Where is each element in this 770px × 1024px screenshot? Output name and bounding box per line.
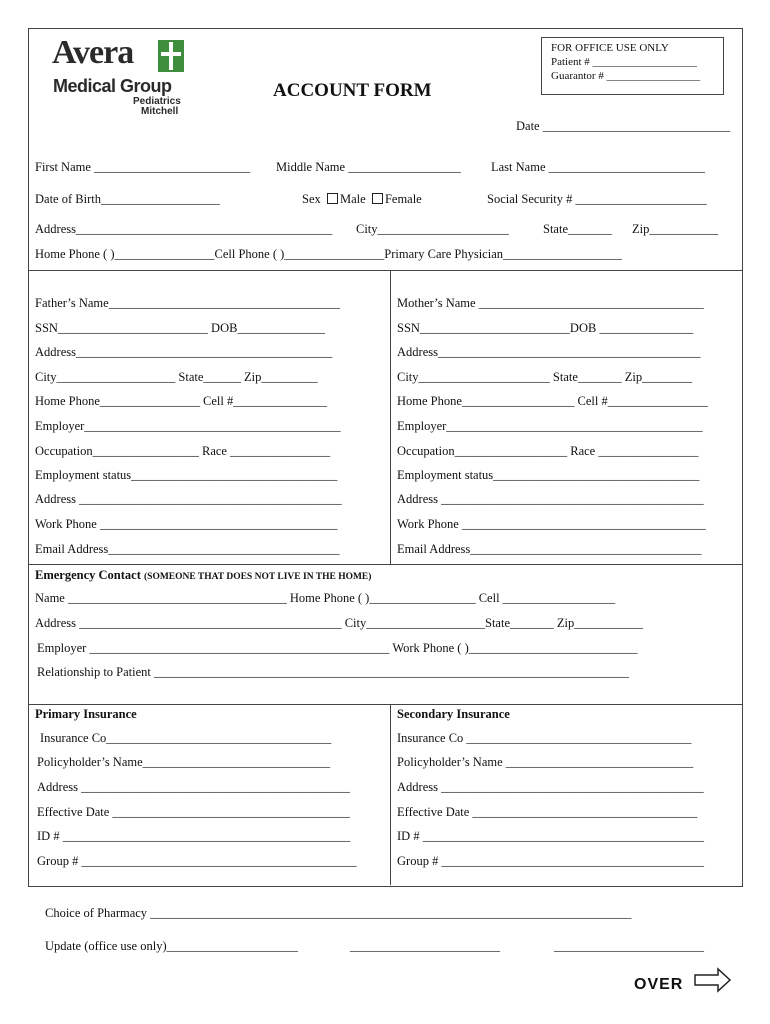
secondary-insurance-co-field[interactable]: Insurance Co ____________________________________ xyxy=(397,731,692,745)
last-name-field[interactable]: Last Name _________________________ xyxy=(491,160,705,174)
emergency-address-row[interactable]: Address __________________________________________ City___________________State_______ Zip___________ xyxy=(35,616,643,630)
office-patient-field[interactable]: Patient # ___________________ xyxy=(551,56,698,68)
over-label: OVER xyxy=(634,976,684,993)
mother-ssn-field[interactable]: SSN________________________DOB _______________ xyxy=(397,321,694,335)
logo-line2: Medical Group xyxy=(53,76,172,96)
emergency-name-row[interactable]: Name ___________________________________ Home Phone ( )_________________ Cell __________________ xyxy=(35,591,616,605)
father-phone-field[interactable]: Home Phone________________ Cell #_______________ xyxy=(35,394,328,408)
mother-phone-field[interactable]: Home Phone__________________ Cell #________________ xyxy=(397,394,708,408)
logo-brand: Avera xyxy=(52,34,134,71)
primary-group-field[interactable]: Group # ____________________________________________ xyxy=(37,854,357,868)
ssn-field[interactable]: Social Security # _____________________ xyxy=(487,192,707,206)
logo-line4: Mitchell xyxy=(141,106,179,117)
father-name-field[interactable]: Father’s Name_____________________________________ xyxy=(35,296,340,310)
emergency-heading xyxy=(35,568,371,583)
avera-logo xyxy=(52,34,133,72)
divider xyxy=(28,564,742,565)
father-employment-field[interactable]: Employment status_________________________________ xyxy=(35,468,338,482)
mother-work-phone-field[interactable]: Work Phone _______________________________________ xyxy=(397,517,706,531)
sex-label: Sex xyxy=(302,192,321,206)
emergency-relationship-row[interactable]: Relationship to Patient ____________________________________________________________________________ xyxy=(37,665,630,679)
female-label: Female xyxy=(384,192,422,206)
female-checkbox[interactable] xyxy=(372,193,383,204)
mother-email-field[interactable]: Email Address_____________________________________ xyxy=(397,542,702,556)
mother-city-field[interactable]: City_____________________ State_______ Zip________ xyxy=(397,370,693,384)
mother-employer-field[interactable]: Employer_________________________________________ xyxy=(397,419,703,433)
middle-name-field[interactable]: Middle Name __________________ xyxy=(276,160,461,174)
city-field[interactable]: City_____________________ xyxy=(356,222,509,236)
secondary-effective-date-field[interactable]: Effective Date ____________________________________ xyxy=(397,805,698,819)
secondary-policyholder-field[interactable]: Policyholder’s Name ______________________________ xyxy=(397,755,694,769)
first-name-field[interactable]: First Name _________________________ xyxy=(35,160,251,174)
dob-field[interactable]: Date of Birth___________________ xyxy=(35,192,220,206)
father-city-field[interactable]: City___________________ State______ Zip_________ xyxy=(35,370,318,384)
zip-field[interactable]: Zip___________ xyxy=(632,222,719,236)
male-label: Male xyxy=(340,192,366,206)
father-ssn-field[interactable]: SSN________________________ DOB______________ xyxy=(35,321,325,335)
father-email-field[interactable]: Email Address_____________________________________ xyxy=(35,542,340,556)
update-field[interactable]: Update (office use only)_____________________ xyxy=(45,939,298,953)
phone-row[interactable]: Home Phone ( )________________Cell Phone ( )________________Primary Care Physician___________________ xyxy=(35,247,622,261)
pharmacy-field[interactable]: Choice of Pharmacy _____________________________________________________________________________ xyxy=(45,906,632,920)
mother-occupation-field[interactable]: Occupation__________________ Race ________________ xyxy=(397,444,699,458)
mother-employment-field[interactable]: Employment status_________________________________ xyxy=(397,468,700,482)
male-checkbox[interactable] xyxy=(327,193,338,204)
divider xyxy=(390,704,391,885)
divider xyxy=(28,704,742,705)
update-field-2[interactable]: ________________________ xyxy=(350,939,500,953)
state-field[interactable]: State_______ xyxy=(543,222,612,236)
primary-effective-date-field[interactable]: Effective Date ______________________________________ xyxy=(37,805,350,819)
father-occupation-field[interactable]: Occupation_________________ Race ________________ xyxy=(35,444,331,458)
address-field[interactable]: Address_________________________________________ xyxy=(35,222,333,236)
sex-field xyxy=(302,192,422,207)
father-work-phone-field[interactable]: Work Phone ______________________________________ xyxy=(35,517,338,531)
primary-insurance-heading: Primary Insurance xyxy=(35,707,137,721)
primary-id-field[interactable]: ID # ______________________________________________ xyxy=(37,829,351,843)
secondary-insurance-heading: Secondary Insurance xyxy=(397,707,510,721)
primary-address-field[interactable]: Address ___________________________________________ xyxy=(37,780,350,794)
secondary-id-field[interactable]: ID # _____________________________________________ xyxy=(397,829,704,843)
office-use-heading: FOR OFFICE USE ONLY xyxy=(551,42,669,54)
secondary-group-field[interactable]: Group # __________________________________________ xyxy=(397,854,704,868)
primary-policyholder-field[interactable]: Policyholder’s Name______________________________ xyxy=(37,755,331,769)
father-work-address-field[interactable]: Address __________________________________________ xyxy=(35,492,342,506)
primary-insurance-co-field[interactable]: Insurance Co____________________________________ xyxy=(40,731,332,745)
emergency-employer-row[interactable]: Employer ________________________________________________ Work Phone ( )___________________________ xyxy=(37,641,638,655)
mother-name-field[interactable]: Mother’s Name ____________________________________ xyxy=(397,296,704,310)
emergency-note: (SOMEONE THAT DOES NOT LIVE IN THE HOME) xyxy=(144,572,372,582)
logo-line3: Pediatrics xyxy=(133,96,181,107)
emergency-title: Emergency Contact xyxy=(35,568,141,582)
divider xyxy=(390,270,391,564)
father-employer-field[interactable]: Employer_________________________________________ xyxy=(35,419,341,433)
arrow-right-icon xyxy=(694,967,732,993)
office-guarantor-field[interactable]: Guarantor # _________________ xyxy=(551,70,701,82)
divider xyxy=(28,270,742,271)
update-field-3[interactable]: ________________________ xyxy=(554,939,704,953)
form-title: ACCOUNT FORM xyxy=(273,80,432,101)
date-field[interactable]: Date ______________________________ xyxy=(516,119,731,133)
mother-address-field[interactable]: Address__________________________________________ xyxy=(397,345,701,359)
avera-cross-icon xyxy=(158,40,184,72)
secondary-address-field[interactable]: Address __________________________________________ xyxy=(397,780,704,794)
father-address-field[interactable]: Address_________________________________________ xyxy=(35,345,333,359)
mother-work-address-field[interactable]: Address __________________________________________ xyxy=(397,492,704,506)
